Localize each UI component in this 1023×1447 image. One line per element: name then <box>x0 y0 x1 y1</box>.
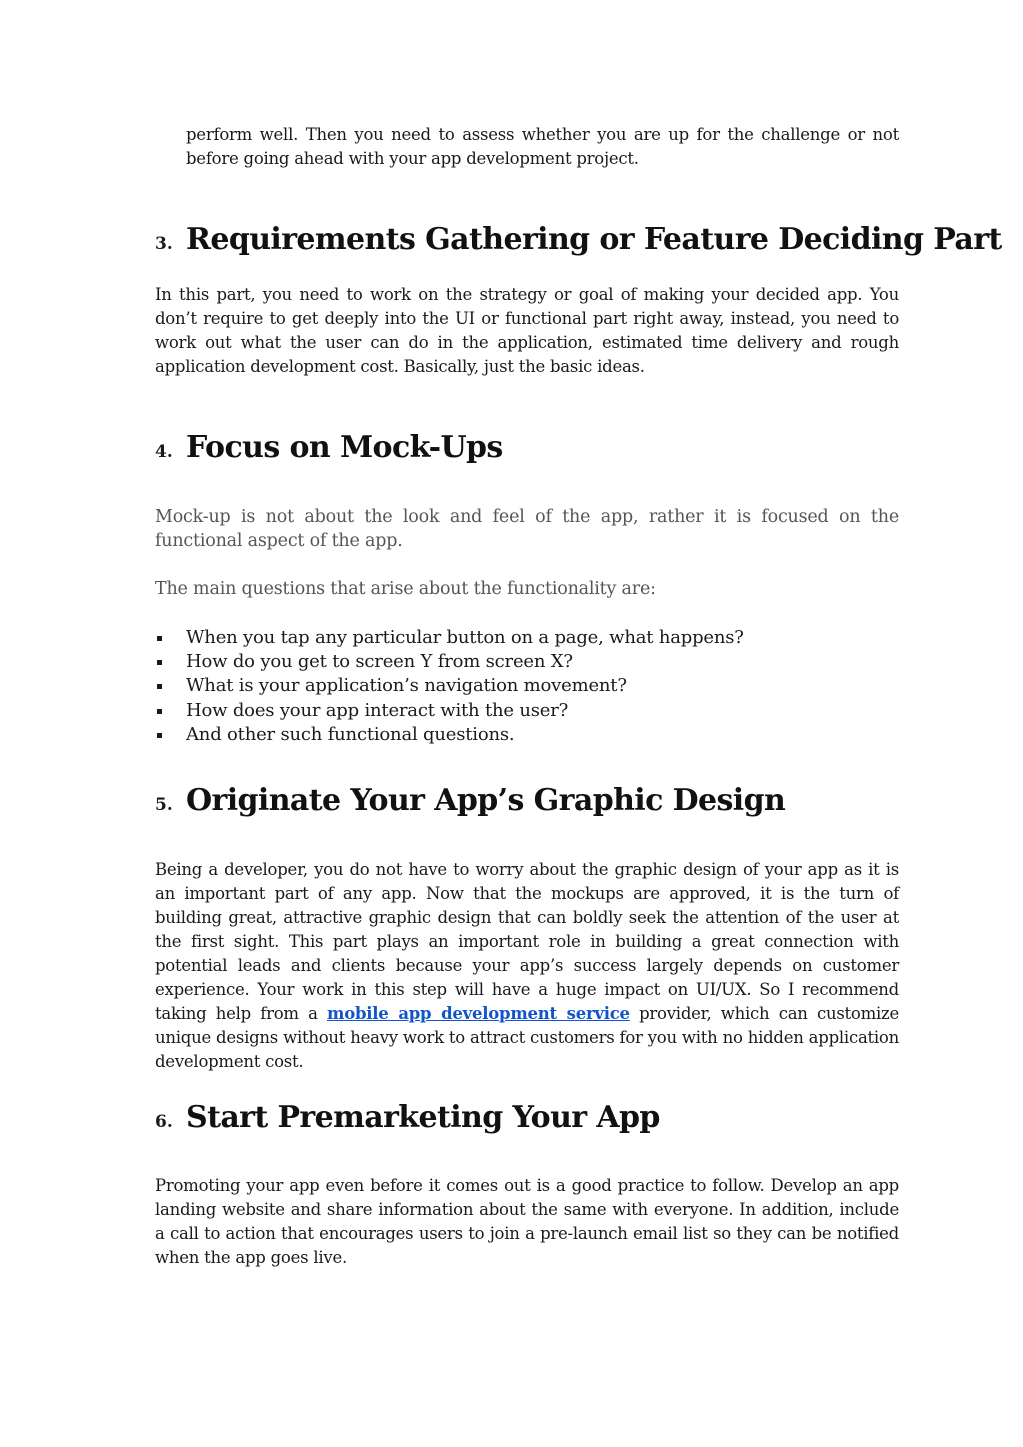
section-4-paragraph-1: Mock-up is not about the look and feel of the app, rather it is focused on the functional aspect of the app. <box>155 507 899 551</box>
section-3-heading <box>155 222 1002 257</box>
list-item: How do you get to screen Y from screen X? <box>155 650 899 674</box>
mobile-app-development-service-link[interactable]: mobile app development service <box>327 1004 630 1023</box>
square-bullet-icon <box>157 684 162 689</box>
section-number: 3. <box>155 234 173 254</box>
list-item: How does your app interact with the user? <box>155 699 899 723</box>
section-number: 4. <box>155 442 173 462</box>
section-title: Start Premarketing Your App <box>186 1100 660 1135</box>
intro-paragraph: perform well. Then you need to assess whether you are up for the challenge or not before going ahead with your app development project. <box>186 125 899 168</box>
square-bullet-icon <box>157 660 162 665</box>
section-5-heading <box>155 783 785 818</box>
section-number: 6. <box>155 1112 173 1132</box>
section-4-paragraph-2: The main questions that arise about the functionality are: <box>155 579 656 599</box>
list-item: When you tap any particular button on a page, what happens? <box>155 626 899 650</box>
section-title: Focus on Mock-Ups <box>186 430 503 465</box>
section-number: 5. <box>155 795 173 815</box>
section-4-heading <box>155 430 503 465</box>
list-item: And other such functional questions. <box>155 723 899 747</box>
section-5-paragraph: Being a developer, you do not have to worry about the graphic design of your app as it is an important part of any app. Now that the mockups are approved, it is the turn of building great, attractive graphic design that can boldly seek the attention of the user at the first sight. This part plays an important role in building a great connection with potential leads and clients because your app’s success largely depends on customer experience. Your work in this step will have a huge impact on UI/UX. So I recommend taking help from a mobile app development service provider, which can customize unique designs without heavy work to attract customers for you with no hidden application development cost. <box>155 860 899 1071</box>
list-item: What is your application’s navigation movement? <box>155 674 899 698</box>
section-title: Requirements Gathering or Feature Deciding Part <box>186 222 1002 257</box>
section-6-paragraph: Promoting your app even before it comes out is a good practice to follow. Develop an app landing website and share information about the same with everyone. In addition, include a call to action that encourages users to join a pre-launch email list so they can be notified when the app goes live. <box>155 1176 899 1267</box>
section-3-paragraph: In this part, you need to work on the strategy or goal of making your decided app. You don’t require to get deeply into the UI or functional part right away, instead, you need to work out what the user can do in the application, estimated time delivery and rough application development cost. Basically, just the basic ideas. <box>155 285 899 376</box>
section-6-heading <box>155 1100 660 1135</box>
square-bullet-icon <box>157 733 162 738</box>
square-bullet-icon <box>157 709 162 714</box>
section-title: Originate Your App’s Graphic Design <box>186 783 786 818</box>
square-bullet-icon <box>157 636 162 641</box>
functional-questions-list <box>155 626 899 747</box>
